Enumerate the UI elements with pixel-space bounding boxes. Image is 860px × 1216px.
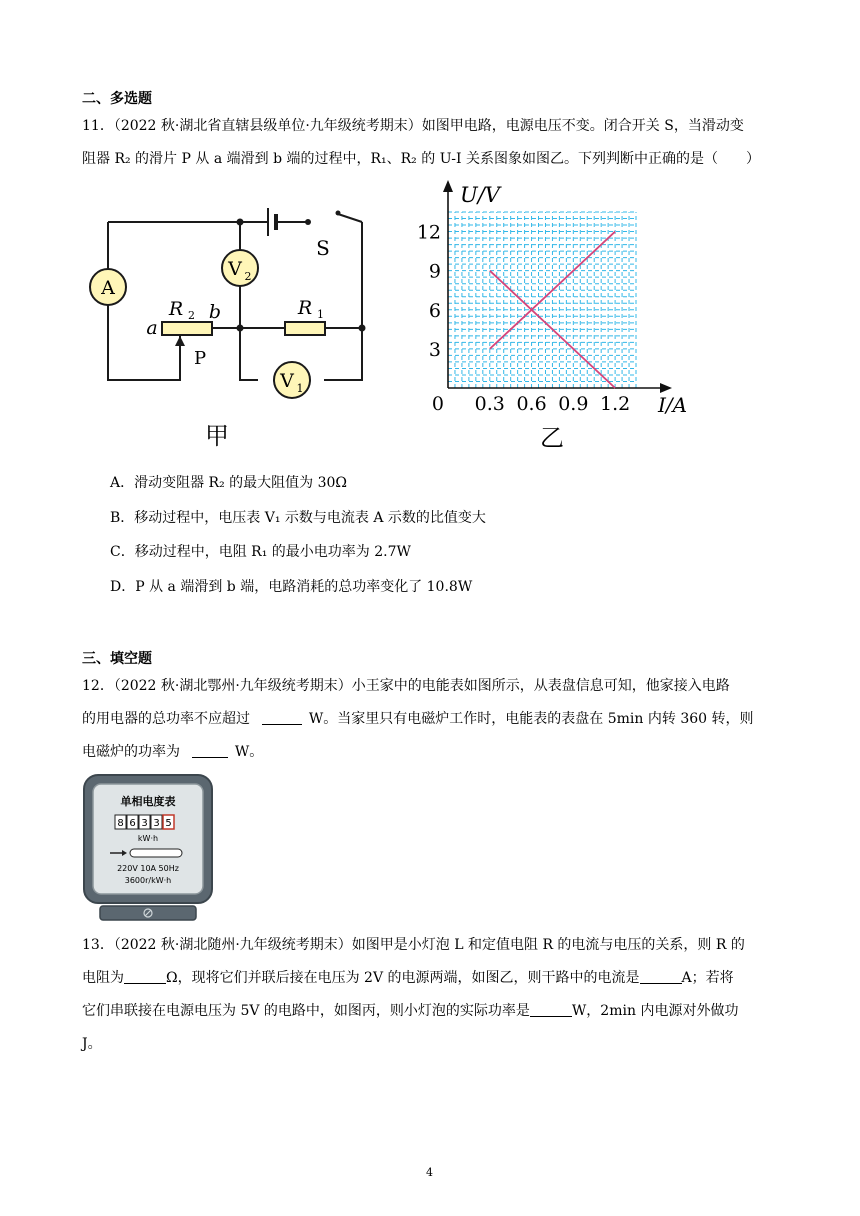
circuit-diagram bbox=[80, 192, 380, 462]
ammeter-label: A bbox=[101, 277, 115, 299]
x-tick-label: 0.3 bbox=[474, 393, 505, 415]
question-13-line-2 bbox=[82, 962, 802, 995]
v1-subscript: 1 bbox=[296, 382, 304, 395]
meter-digits bbox=[115, 815, 174, 829]
v2-label: V bbox=[228, 258, 242, 280]
q12-blank-1[interactable] bbox=[262, 710, 302, 725]
question-12-text bbox=[82, 670, 802, 769]
section-title-multiple-choice: 二、多选题 bbox=[82, 91, 152, 107]
q13-text-2c: A；若将 bbox=[681, 970, 734, 986]
q13-text-4: J。 bbox=[82, 1036, 102, 1052]
meter-digit-1: 8 bbox=[117, 818, 124, 829]
graph-caption: 乙 bbox=[540, 424, 564, 450]
r1-label: R bbox=[297, 297, 313, 319]
q12-text-2a: 的用电器的总功率不应超过 bbox=[82, 711, 250, 727]
question-13-line-1: 13．（2022 秋·湖北随州·九年级统考期末）如图甲是小灯泡 L 和定值电阻 R 的电流与电压的关系，则 R 的 bbox=[82, 937, 745, 953]
y-axis-label: U/V bbox=[460, 183, 500, 207]
q12-text-2b: W。当家里只有电磁炉工作时，电能表的表盘在 5min 内转 360 转，则 bbox=[308, 711, 754, 727]
end-a-label: a bbox=[146, 317, 158, 339]
x-axis-label: I/A bbox=[658, 393, 688, 417]
electricity-meter bbox=[82, 773, 214, 923]
r1-subscript: 1 bbox=[317, 308, 324, 321]
voltmeter-v1 bbox=[274, 362, 310, 398]
q12-text-3b: W。 bbox=[234, 744, 264, 760]
meter-digit-3: 3 bbox=[141, 818, 148, 829]
x-tick-label: 0.9 bbox=[558, 393, 589, 415]
question-13-line-4 bbox=[82, 1028, 802, 1061]
question-12-line-3 bbox=[82, 736, 802, 769]
option-a[interactable]: A．滑动变阻器 R₂ 的最大阻值为 30Ω bbox=[110, 475, 348, 491]
question-12-line-1: 12．（2022 秋·湖北鄂州·九年级统考期末）小王家中的电能表如图所示，从表盘信息可知，他家接入电路 bbox=[82, 678, 730, 694]
question-11-line-2: 阻器 R₂ 的滑片 P 从 a 端滑到 b 端的过程中，R₁、R₂ 的 U-I 关系图象如图乙。下列判断中正确的是（ ） bbox=[82, 151, 760, 167]
question-13-text bbox=[82, 929, 802, 1061]
meter-unit: kW·h bbox=[137, 834, 159, 843]
section-title-fill-in: 三、填空题 bbox=[82, 651, 152, 667]
question-13-line-3 bbox=[82, 995, 802, 1028]
q12-blank-2[interactable] bbox=[192, 743, 228, 758]
meter-digit-2: 6 bbox=[129, 818, 136, 829]
q12-text-3a: 电磁炉的功率为 bbox=[82, 744, 180, 760]
option-c[interactable]: C．移动过程中，电阻 R₁ 的最小电功率为 2.7W bbox=[110, 544, 411, 560]
q13-text-3a: 它们串联接在电源电压为 5V 的电路中，如图丙，则小灯泡的实际功率是 bbox=[82, 1003, 530, 1019]
y-tick-label: 3 bbox=[428, 338, 441, 361]
y-tick-label: 6 bbox=[428, 299, 441, 322]
q13-blank-2[interactable] bbox=[640, 969, 682, 984]
question-12-line-2 bbox=[82, 703, 802, 736]
page-number: 4 bbox=[426, 1166, 433, 1179]
q13-blank-1[interactable] bbox=[124, 969, 166, 984]
circuit-caption: 甲 bbox=[205, 422, 229, 450]
meter-spec: 220V 10A 50Hz bbox=[117, 864, 179, 873]
v1-label: V bbox=[280, 370, 294, 392]
x-tick-label: 0.6 bbox=[516, 393, 547, 415]
q13-blank-3[interactable] bbox=[530, 1002, 572, 1017]
meter-title: 单相电度表 bbox=[120, 795, 176, 808]
meter-digit-4: 3 bbox=[153, 818, 160, 829]
switch-label: S bbox=[316, 236, 330, 260]
x-axis-arrow bbox=[660, 383, 672, 393]
r2-subscript: 2 bbox=[188, 309, 195, 322]
q13-text-2b: Ω，现将它们并联后接在电压为 2V 的电源两端，如图乙，则干路中的电流是 bbox=[166, 970, 640, 986]
x-tick-label: 1.2 bbox=[600, 393, 631, 415]
question-11-text bbox=[82, 110, 802, 176]
resistor-r1 bbox=[285, 297, 325, 335]
slider-p-label: P bbox=[193, 348, 207, 369]
q13-text-3b: W，2min 内电源对外做功 bbox=[571, 1003, 739, 1019]
r2-label: R bbox=[168, 298, 184, 320]
q13-text-2a: 电阻为 bbox=[82, 970, 124, 986]
meter-digit-5: 5 bbox=[165, 818, 172, 829]
meter-revolutions: 3600r/kW·h bbox=[124, 876, 172, 885]
ammeter bbox=[90, 269, 126, 305]
end-b-label: b bbox=[208, 301, 222, 323]
origin-label: 0 bbox=[431, 393, 444, 415]
question-11-line-1: 11．（2022 秋·湖北省直辖县级单位·九年级统考期末）如图甲电路，电源电压不变。闭合开关 S，当滑动变 bbox=[82, 118, 744, 134]
y-axis-arrow bbox=[443, 180, 453, 192]
ui-graph bbox=[410, 180, 690, 450]
voltmeter-v2 bbox=[222, 250, 258, 286]
y-tick-label: 9 bbox=[428, 260, 441, 283]
v2-subscript: 2 bbox=[244, 270, 252, 283]
rheostat-r2 bbox=[146, 298, 221, 369]
option-b[interactable]: B．移动过程中，电压表 V₁ 示数与电流表 A 示数的比值变大 bbox=[110, 510, 486, 526]
option-d[interactable]: D．P 从 a 端滑到 b 端，电路消耗的总功率变化了 10.8W bbox=[110, 579, 473, 595]
y-tick-label: 12 bbox=[416, 221, 441, 244]
